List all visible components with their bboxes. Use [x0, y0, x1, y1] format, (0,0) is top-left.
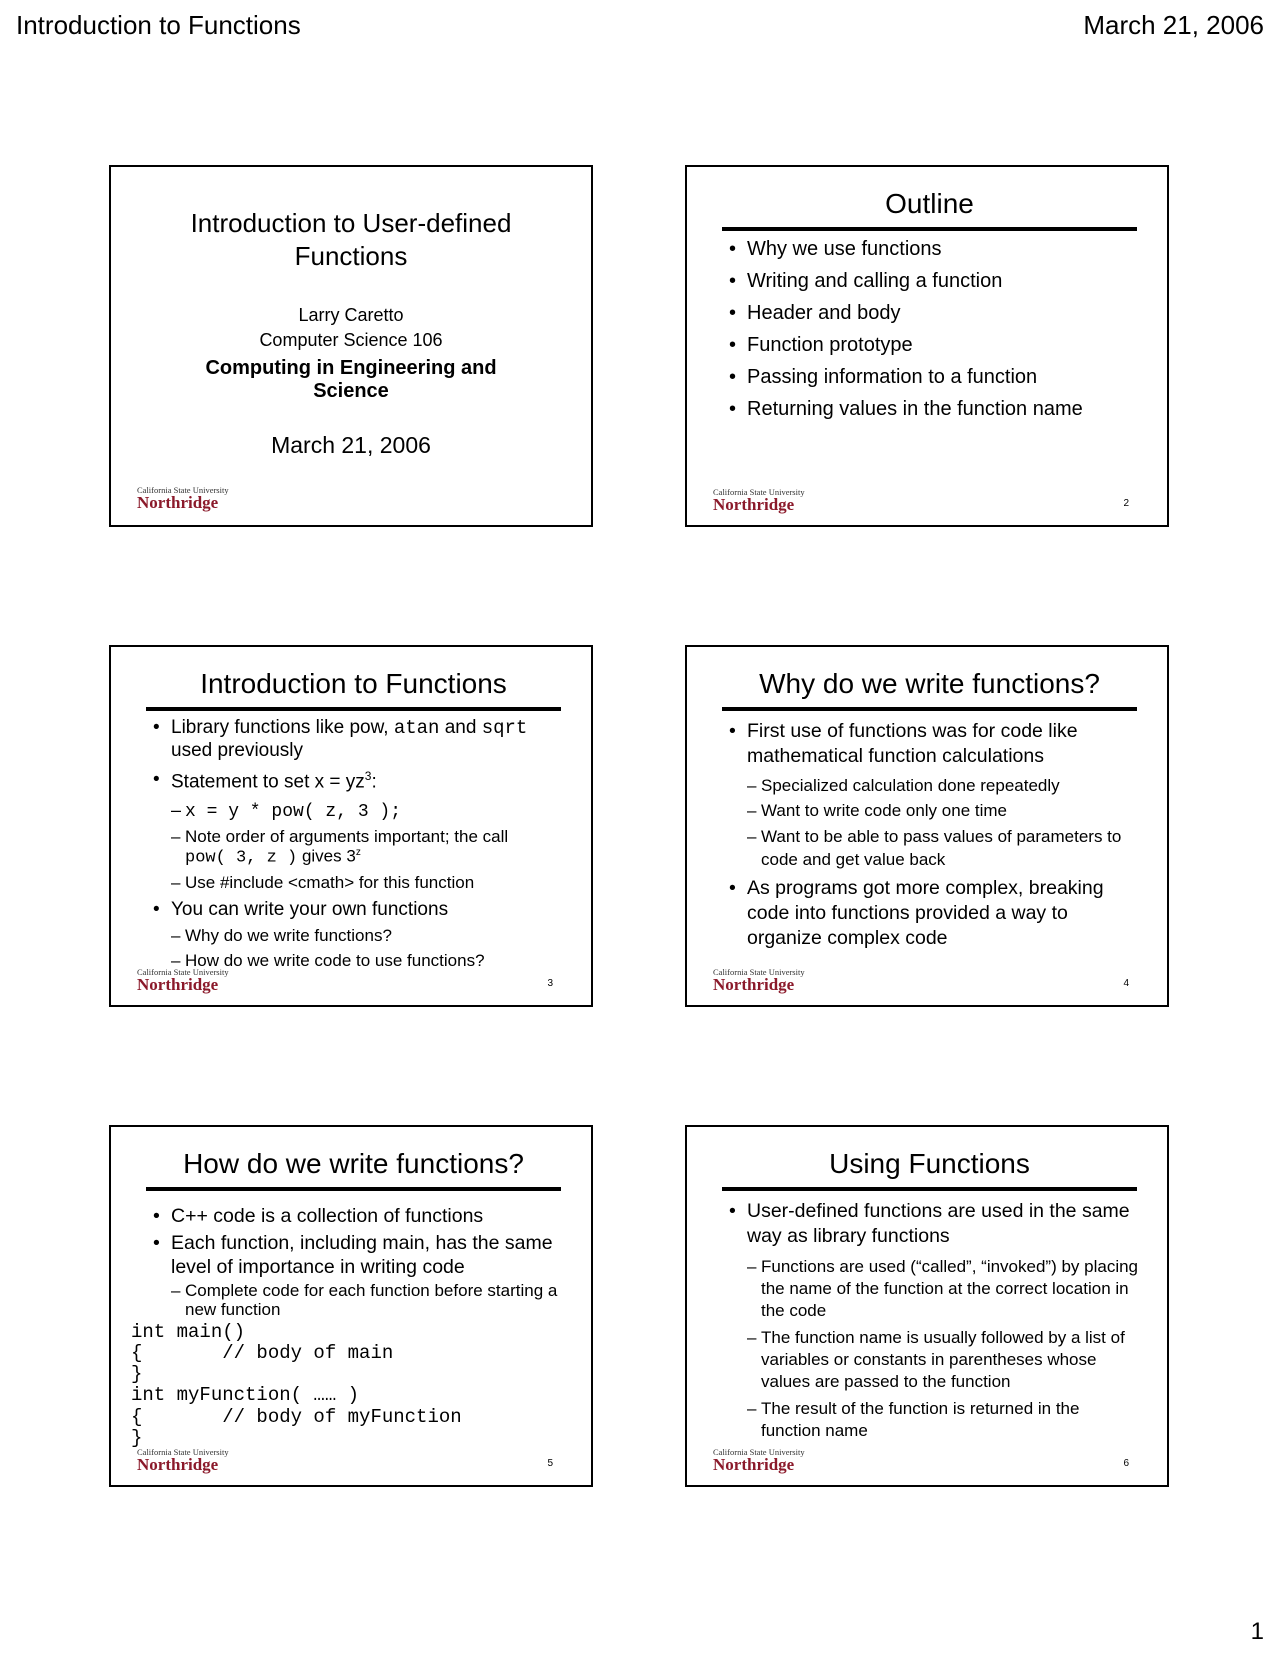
- sub-item: – Functions are used (“called”, “invoked”) by placing the name of the function at the correct location in the code: [747, 1256, 1139, 1320]
- sub-item: – x = y * pow( z, 3 );: [171, 799, 402, 822]
- slide-number: 6: [1123, 1458, 1129, 1469]
- csun-logo: California State University Northridge: [137, 966, 229, 994]
- csun-logo: California State University Northridge: [713, 966, 805, 994]
- code-sqrt: sqrt: [481, 717, 528, 739]
- slide-date: March 21, 2006: [271, 432, 431, 458]
- subtitle-line: Computing in Engineering and: [205, 357, 497, 379]
- slide-body: [727, 237, 1139, 429]
- code-statement: x = y * pow( z, 3 );: [185, 801, 402, 822]
- sub-item: – The result of the function is returned in the function name: [747, 1399, 1080, 1441]
- slide-title: Introduction to Functions: [146, 667, 561, 711]
- list-item: • Statement to set $x = yz^3$:: [151, 769, 563, 794]
- slide-title: Why do we write functions?: [722, 667, 1137, 711]
- slide-1: [109, 165, 593, 527]
- slide-title: How do we write functions?: [146, 1147, 561, 1191]
- sub-item: – Why do we write functions?: [171, 925, 392, 945]
- list-item: • Function prototype: [727, 333, 1139, 357]
- slide-subtitle: [111, 357, 591, 403]
- slide-3: [109, 645, 593, 1007]
- slide-number: 2: [1123, 498, 1129, 509]
- slide-body: [151, 717, 563, 976]
- sub-item: – Use #include <cmath> for this function: [171, 873, 475, 893]
- title-line: Introduction to User-defined: [190, 208, 512, 238]
- sub-item: – How do we write code to use functions?: [171, 950, 485, 970]
- csun-logo: California State University Northridge: [713, 1446, 805, 1474]
- sub-item: – Complete code for each function before starting a new function: [171, 1281, 558, 1319]
- slide-2: [685, 165, 1169, 527]
- author: Larry Caretto: [298, 305, 404, 325]
- list-item: • Each function, including main, has the same level of importance in writing code: [151, 1232, 563, 1279]
- slide-body: [131, 1205, 563, 1449]
- list-item: • Writing and calling a function: [727, 269, 1139, 293]
- slide-number: 5: [547, 1458, 553, 1469]
- csun-logo: California State University Northridge: [137, 484, 229, 512]
- list-item: • User-defined functions are used in the same way as library functions: [727, 1199, 1139, 1250]
- slide-number: 4: [1123, 978, 1129, 989]
- sub-item: – Note order of arguments important; the call pow( 3, z ) gives 3$^z$: [171, 827, 509, 868]
- list-item: • As programs got more complex, breaking code into functions provided a way to organize complex code: [727, 876, 1139, 952]
- csun-logo: California State University Northridge: [137, 1446, 229, 1474]
- slide-title: Using Functions: [722, 1147, 1137, 1191]
- list-item: • First use of functions was for code like mathematical function calculations: [727, 719, 1139, 770]
- list-item: • Passing information to a function: [727, 365, 1139, 389]
- course: Computer Science 106: [259, 330, 443, 350]
- slide-number: 3: [547, 978, 553, 989]
- list-item: • C++ code is a collection of functions: [151, 1205, 563, 1228]
- slide-title: Outline: [722, 187, 1137, 231]
- page-header-title: Introduction to Functions: [16, 10, 301, 40]
- slide-4: [685, 645, 1169, 1007]
- page-number: 1: [1250, 1618, 1264, 1645]
- sub-item: – Want to be able to pass values of parameters to code and get value back: [747, 827, 1122, 869]
- list-item: • Returning values in the function name: [727, 397, 1139, 421]
- list-item: • Header and body: [727, 301, 1139, 325]
- code-block: int main() { // body of main } int myFunction( …… ) { // body of myFunction }: [131, 1320, 462, 1449]
- list-item: • Why we use functions: [727, 237, 1139, 261]
- slide-body: [727, 1199, 1139, 1447]
- slide-5: [109, 1125, 593, 1487]
- list-item: • Library functions like pow, atan and sqrt used previously: [151, 717, 563, 763]
- sub-item: – The function name is usually followed by a list of variables or constants in parentheses whose values are passed to the function: [747, 1327, 1125, 1392]
- sub-item: – Specialized calculation done repeatedly: [747, 775, 1060, 795]
- slide-title: [111, 207, 591, 272]
- title-line: Functions: [294, 240, 408, 271]
- slide-body: [727, 719, 1139, 958]
- code-atan: atan: [393, 717, 440, 739]
- sub-item: – Want to write code only one time: [747, 801, 1007, 821]
- subtitle-line: Science: [313, 380, 389, 402]
- list-item: • You can write your own functions: [151, 899, 563, 922]
- slide-6: [685, 1125, 1169, 1487]
- csun-logo: California State University Northridge: [713, 486, 805, 514]
- page-header-date: March 21, 2006: [1083, 10, 1264, 40]
